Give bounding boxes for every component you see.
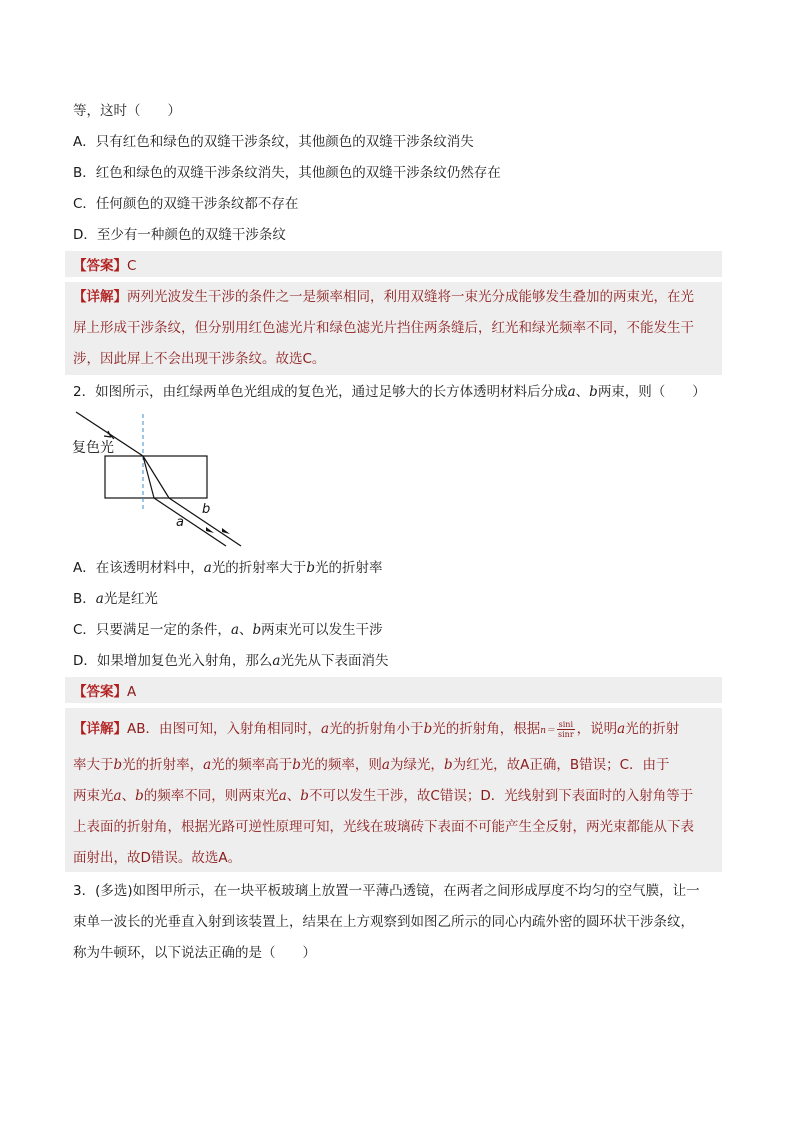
var-a: a	[230, 622, 239, 638]
detail-text: 率大于	[73, 757, 114, 773]
var-a: a	[617, 721, 626, 737]
var-a: a	[203, 757, 212, 773]
answer-tag: 【答案】	[73, 684, 127, 700]
var-a: a	[278, 788, 287, 804]
detail-text: 、	[286, 788, 301, 804]
q1-detail-line-2: 屏上形成干涉条纹，但分别用红色滤光片和绿色滤光片挡住两条缝后，红光和绿光频率不同，不能发生干	[73, 320, 694, 336]
q1-option-d: D．至少有一种颜色的双缝干涉条纹	[73, 227, 286, 243]
detail-text: 两列光波发生干涉的条件之一是频率相同，利用双缝将一束光分成能够发生叠加的两束光，在光	[127, 289, 694, 305]
var-b: b	[443, 757, 453, 773]
var-b: b	[306, 560, 315, 576]
label-a: a	[176, 515, 184, 530]
var-b: b	[300, 788, 309, 804]
detail-text: AB．由图可知，入射角相同时，	[127, 721, 321, 737]
q2-answer	[73, 682, 136, 702]
detail-tag: 【详解】	[73, 721, 127, 737]
q1-option-b: B．红色和绿色的双缝干涉条纹消失，其他颜色的双缝干涉条纹仍然存在	[73, 165, 501, 181]
detail-text: 光的频率，则	[300, 757, 382, 773]
var-b: b	[113, 757, 123, 773]
q1-detail-line-3: 涉，因此屏上不会出现干涉条纹。故选C。	[73, 351, 326, 367]
ray-b-inside	[143, 456, 169, 498]
ray-a-inside	[143, 456, 154, 498]
var-a: a	[321, 721, 330, 737]
answer-tag: 【答案】	[73, 258, 127, 274]
detail-text: 光的折射角小于	[329, 721, 424, 737]
q1-answer	[73, 256, 136, 276]
opt-text: C．只要满足一定的条件，	[73, 622, 231, 638]
q2-detail-line-2	[73, 755, 670, 775]
var-a: a	[381, 757, 390, 773]
detail-text: 光的折射率，	[122, 757, 204, 773]
opt-text: D．如果增加复色光入射角，那么	[73, 653, 273, 669]
opt-text: 光的折射率大于	[211, 560, 307, 576]
opt-text: A．在该透明材料中，	[73, 560, 204, 576]
var-a: a	[203, 560, 212, 576]
fraction-numerator: sini	[558, 719, 574, 729]
label-b: b	[202, 502, 211, 517]
refraction-figure	[66, 410, 256, 550]
q2-option-b	[73, 589, 158, 609]
var-b: b	[423, 721, 433, 737]
q2-detail-line-1	[73, 719, 679, 741]
answer-value: A	[127, 684, 137, 700]
opt-text: 、	[239, 622, 253, 638]
opt-text: 光是红光	[103, 591, 158, 607]
var-a: a	[95, 591, 104, 607]
q1-answer-box	[65, 251, 722, 277]
q3-stem-line-3: 称为牛顿环，以下说法正确的是（ ）	[73, 945, 316, 961]
opt-text: 光的折射率	[314, 560, 383, 576]
detail-text: 为绿光，	[389, 757, 444, 773]
formula-lhs: n＝	[540, 726, 556, 736]
var-b: b	[135, 788, 144, 804]
var-a: a	[272, 653, 281, 669]
detail-text: 、	[121, 788, 136, 804]
detail-text: 光的折射角，根据	[432, 721, 541, 737]
q2-detail-line-5: 面射出，故D错误。故选A。	[73, 850, 242, 866]
var-b: b	[252, 622, 262, 638]
q1-option-c: C．任何颜色的双缝干涉条纹都不存在	[73, 196, 299, 212]
detail-text: ，说明	[576, 721, 618, 737]
detail-tag: 【详解】	[73, 289, 127, 305]
label-complex-light: 复色光	[72, 440, 114, 456]
detail-text: 的频率不同，则两束光	[143, 788, 279, 804]
snell-fraction	[557, 720, 575, 739]
var-b: b	[292, 757, 301, 773]
detail-text: 为红光，故A正确，B错误；C．由于	[452, 757, 670, 773]
q2-detail-line-4: 上表面的折射角，根据光路可逆性原理可知，光线在玻璃砖下表面不可能产生全反射，两光束都能从下表	[73, 819, 694, 835]
q1-detail-line-1	[73, 287, 694, 307]
q2-answer-box	[65, 677, 722, 703]
q1-stem-tail: 等，这时（ ）	[73, 103, 181, 119]
q2-option-a	[73, 558, 382, 578]
q2-option-c	[73, 620, 383, 640]
opt-text: B．	[73, 591, 96, 607]
q2-stem: 2．如图所示，由红绿两单色光组成的复色光，通过足够大的长方体透明材料后分成a、b两束，则（ ）	[73, 384, 706, 400]
var-a: a	[113, 788, 122, 804]
q1-option-a: A．只有红色和绿色的双缝干涉条纹，其他颜色的双缝干涉条纹消失	[73, 134, 474, 150]
fraction-denominator: sinr	[558, 729, 574, 739]
detail-text: 光的频率高于	[211, 757, 293, 773]
answer-value: C	[127, 258, 137, 274]
opt-text: 两束光可以发生干涉	[261, 622, 383, 638]
opt-text: 光先从下表面消失	[280, 653, 389, 669]
detail-text: 两束光	[73, 788, 114, 804]
detail-text: 光的折射	[625, 721, 680, 737]
detail-text: 不可以发生干涉，故C错误；D．光线射到下表面时的入射角等于	[308, 788, 694, 804]
q2-option-d	[73, 651, 388, 671]
q2-detail-line-3	[73, 786, 693, 806]
q3-stem-line-2: 束单一波长的光垂直入射到该装置上，结果在上方观察到如图乙所示的同心内疏外密的圆环状干涉条纹，	[73, 914, 694, 930]
q3-stem-line-1: 3．(多选)如图甲所示，在一块平板玻璃上放置一平薄凸透镜，在两者之间形成厚度不均匀的空气膜，让一	[73, 883, 700, 899]
ray-a-out	[154, 498, 226, 546]
